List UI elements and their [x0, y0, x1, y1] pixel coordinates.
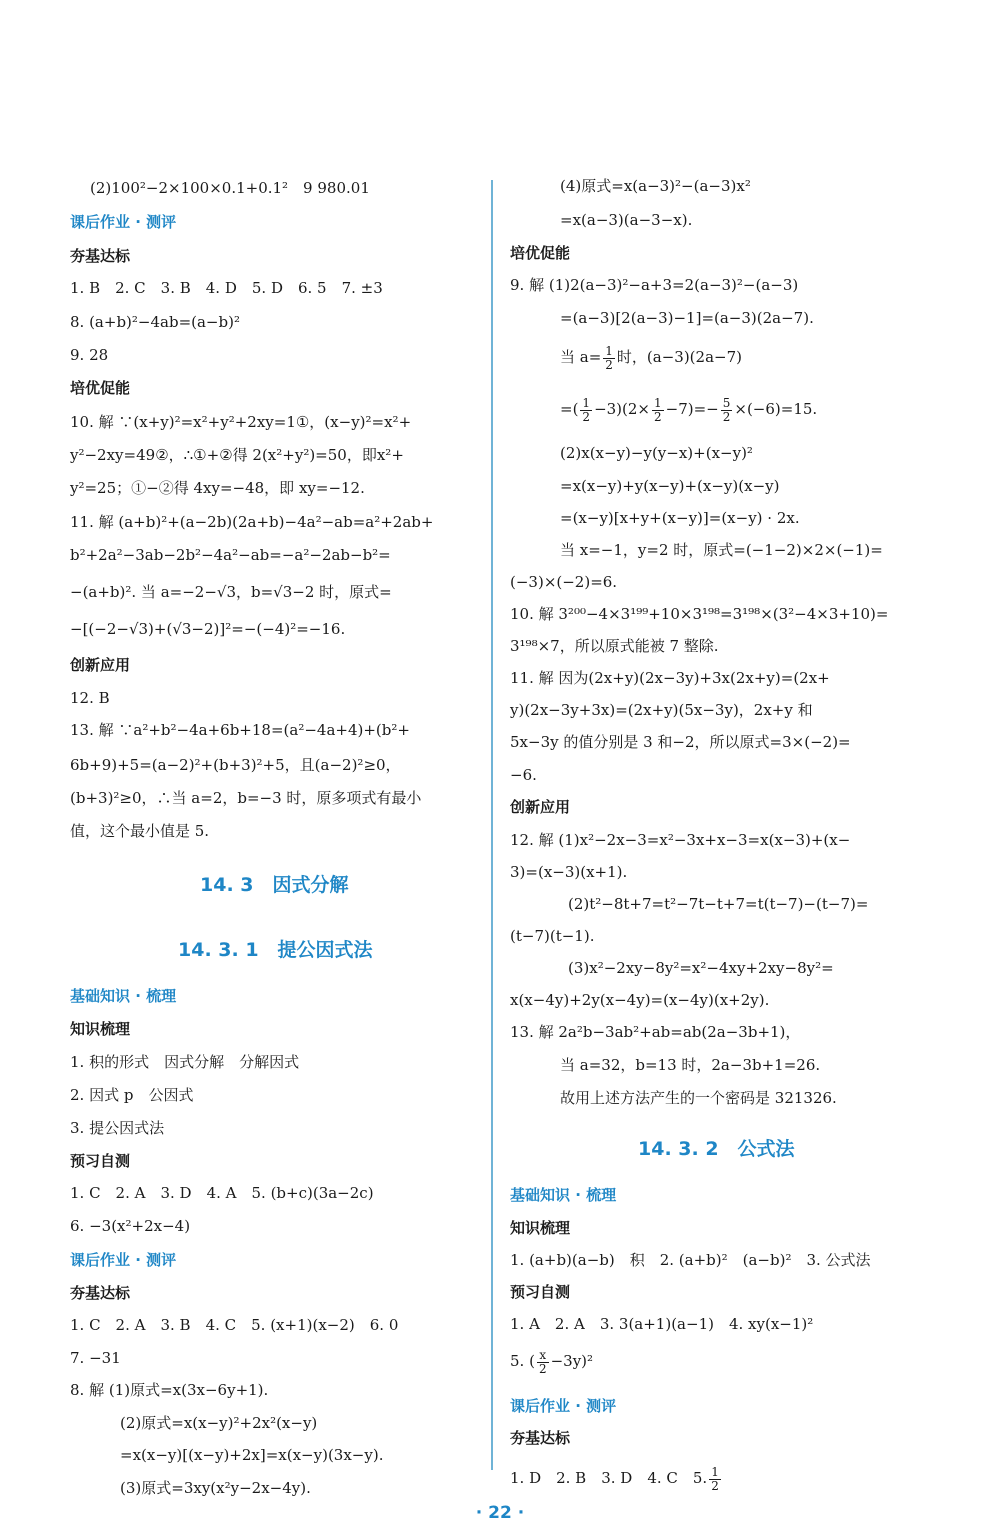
text-fragment: ×(−6)=15.: [734, 400, 818, 418]
fraction-denominator: 2: [711, 1478, 719, 1493]
answer-line: =x(a−3)(a−3−x).: [560, 211, 693, 229]
subsection-label: 培优促能: [70, 379, 131, 397]
text-fragment: 当 a=: [560, 348, 602, 366]
answer-line: 7. −31: [70, 1349, 121, 1367]
answer-line: 10. 解 3²⁰⁰−4×3¹⁹⁹+10×3¹⁹⁸=3¹⁹⁸×(3²−4×3+10)=: [510, 605, 889, 623]
answer-line: 值，这个最小值是 5.: [70, 822, 210, 840]
section-label: 基础知识 · 梳理: [70, 987, 177, 1005]
text-fragment: =(: [560, 400, 579, 418]
answer-line: −(a+b)². 当 a=−2−√3，b=√3−2 时，原式=: [70, 583, 392, 601]
answer-line: =(a−3)[2(a−3)−1]=(a−3)(2a−7).: [560, 309, 814, 327]
answer-line: (t−7)(t−1).: [510, 927, 595, 945]
fraction: [603, 345, 615, 372]
section-heading: 14. 3 因式分解: [200, 874, 349, 896]
answer-line: (3)x²−2xy−8y²=x²−4xy+2xy−8y²=: [568, 959, 834, 977]
fraction-numerator: 1: [582, 395, 591, 410]
text-fragment: −3y)²: [550, 1352, 594, 1370]
answer-line: 1. B 2. C 3. B 4. D 5. D 6. 5 7. ±3: [70, 279, 383, 297]
answer-line: 13. 解 2a²b−3ab²+ab=ab(2a−3b+1)，: [510, 1023, 801, 1041]
fraction-denominator: 2: [605, 357, 613, 372]
answer-line: (2)t²−8t+7=t²−7t−t+7=t(t−7)−(t−7)=: [568, 895, 869, 913]
answer-line: y²−2xy=49②，∴①+②得 2(x²+y²)=50，即x²+: [70, 446, 404, 464]
fraction-numerator: x: [537, 1349, 549, 1363]
answer-line: −6.: [510, 766, 537, 784]
answer-line: =x(x−y)+y(x−y)+(x−y)(x−y): [560, 477, 780, 495]
subsection-label: 创新应用: [70, 656, 131, 674]
subsection-label: 夯基达标: [510, 1429, 571, 1447]
answer-line: 9. 解 (1)2(a−3)²−a+3=2(a−3)²−(a−3): [510, 276, 799, 294]
fraction: [537, 1349, 549, 1376]
text-fragment: −3)(2×: [594, 400, 650, 418]
answer-line: 3. 提公因式法: [70, 1119, 165, 1137]
column-divider: [491, 180, 493, 1470]
answer-line: x(x−4y)+2y(x−4y)=(x−4y)(x+2y).: [510, 991, 770, 1009]
section-label: 课后作业 · 测评: [510, 1397, 617, 1415]
subsection-label: 创新应用: [510, 798, 571, 816]
answer-line: 8. 解 (1)原式=x(3x−6y+1).: [70, 1381, 269, 1399]
answer-line: (2)x(x−y)−y(y−x)+(x−y)²: [560, 444, 753, 462]
answer-line-fraction: [510, 1463, 723, 1493]
answer-line: y²=25；①−②得 4xy=−48，即 xy=−12.: [70, 479, 365, 497]
answer-line: b²+2a²−3ab−2b²−4a²−ab=−a²−2ab−b²=: [70, 546, 391, 564]
answer-line-fraction: [560, 394, 817, 424]
answer-line: (3)原式=3xy(x²y−2x−4y).: [120, 1479, 311, 1497]
answer-line: 11. 解 因为(2x+y)(2x−3y)+3x(2x+y)=(2x+: [510, 669, 830, 687]
answer-line: 9. 28: [70, 346, 109, 364]
answer-line: 1. (a+b)(a−b) 积 2. (a+b)² (a−b)² 3. 公式法: [510, 1251, 871, 1269]
answer-line: 故用上述方法产生的一个密码是 321326.: [560, 1089, 837, 1107]
subsection-label: 知识梳理: [70, 1020, 131, 1038]
text-fragment: −7)=−: [665, 400, 719, 418]
answer-line: =(x−y)[x+y+(x−y)]=(x−y) · 2x.: [560, 509, 800, 527]
section-heading: 14. 3. 1 提公因式法: [178, 939, 373, 961]
answer-line: 11. 解 (a+b)²+(a−2b)(2a+b)−4a²−ab=a²+2ab+: [70, 513, 434, 531]
page-number: · 22 ·: [475, 1503, 525, 1523]
answer-line-fraction: [510, 1346, 593, 1376]
fraction-denominator: 2: [582, 409, 591, 424]
subsection-label: 预习自测: [70, 1152, 131, 1170]
answer-line: 12. 解 (1)x²−2x−3=x²−3x+x−3=x(x−3)+(x−: [510, 831, 851, 849]
fraction: [580, 397, 592, 424]
subsection-label: 知识梳理: [510, 1219, 571, 1237]
subsection-label: 培优促能: [510, 244, 571, 262]
answer-line: (b+3)²≥0，∴当 a=2，b=−3 时，原多项式有最小: [70, 789, 422, 807]
section-label: 课后作业 · 测评: [70, 1251, 177, 1269]
answer-line: 10. 解 ∵(x+y)²=x²+y²+2xy=1①，(x−y)²=x²+: [70, 413, 412, 431]
fraction: [721, 397, 733, 424]
answer-line: =x(x−y)[(x−y)+2x]=x(x−y)(3x−y).: [120, 1446, 384, 1464]
fraction-numerator: 1: [605, 343, 613, 358]
answer-line: (4)原式=x(a−3)²−(a−3)x²: [560, 177, 751, 195]
fraction-denominator: 2: [722, 409, 731, 424]
answer-line: y)(2x−3y+3x)=(2x+y)(5x−3y)，2x+y 和: [510, 701, 813, 719]
answer-line: 6b+9)+5=(a−2)²+(b+3)²+5，且(a−2)²≥0，: [70, 756, 401, 774]
answer-line: 3)=(x−3)(x+1).: [510, 863, 628, 881]
answer-line: 8. (a+b)²−4ab=(a−b)²: [70, 313, 240, 331]
fraction-numerator: 1: [711, 1464, 719, 1479]
answer-line: 1. C 2. A 3. D 4. A 5. (b+c)(3a−2c): [70, 1184, 374, 1202]
subsection-label: 夯基达标: [70, 247, 131, 265]
fraction-numerator: 5: [722, 395, 731, 410]
answer-line: 当 x=−1，y=2 时，原式=(−1−2)×2×(−1)=: [560, 541, 883, 559]
subsection-label: 预习自测: [510, 1283, 571, 1301]
answer-line: (2)原式=x(x−y)²+2x²(x−y): [120, 1414, 318, 1432]
answer-line: 3¹⁹⁸×7，所以原式能被 7 整除.: [510, 637, 719, 655]
fraction: [709, 1466, 721, 1493]
answer-line-fraction: [560, 342, 742, 372]
answer-line: (2)100²−2×100×0.1+0.1² 9 980.01: [90, 179, 370, 197]
subsection-label: 夯基达标: [70, 1284, 131, 1302]
answer-line: 6. −3(x²+2x−4): [70, 1217, 191, 1235]
answer-line: 2. 因式 p 公因式: [70, 1086, 194, 1104]
text-fragment: 1. D 2. B 3. D 4. C 5.: [510, 1469, 708, 1487]
section-label: 课后作业 · 测评: [70, 213, 177, 231]
answer-line: 5x−3y 的值分别是 3 和−2，所以原式=3×(−2)=: [510, 733, 851, 751]
section-heading: 14. 3. 2 公式法: [638, 1138, 795, 1160]
section-label: 基础知识 · 梳理: [510, 1186, 617, 1204]
fraction-denominator: 2: [654, 409, 662, 424]
text-fragment: 5. (: [510, 1352, 535, 1370]
answer-line: 1. C 2. A 3. B 4. C 5. (x+1)(x−2) 6. 0: [70, 1316, 399, 1334]
fraction-denominator: 2: [538, 1361, 547, 1376]
answer-line: 1. A 2. A 3. 3(a+1)(a−1) 4. xy(x−1)²: [510, 1315, 814, 1333]
answer-line: 13. 解 ∵a²+b²−4a+6b+18=(a²−4a+4)+(b²+: [70, 721, 410, 739]
answer-line: 1. 积的形式 因式分解 分解因式: [70, 1053, 300, 1071]
answer-line: 当 a=32，b=13 时，2a−3b+1=26.: [560, 1056, 821, 1074]
answer-line: 12. B: [70, 689, 110, 707]
fraction-numerator: 1: [654, 395, 662, 410]
fraction: [652, 397, 664, 424]
answer-line: −[(−2−√3)+(√3−2)]²=−(−4)²=−16.: [70, 620, 346, 638]
text-fragment: 时，(a−3)(2a−7): [616, 348, 742, 366]
answer-line: (−3)×(−2)=6.: [510, 573, 618, 591]
